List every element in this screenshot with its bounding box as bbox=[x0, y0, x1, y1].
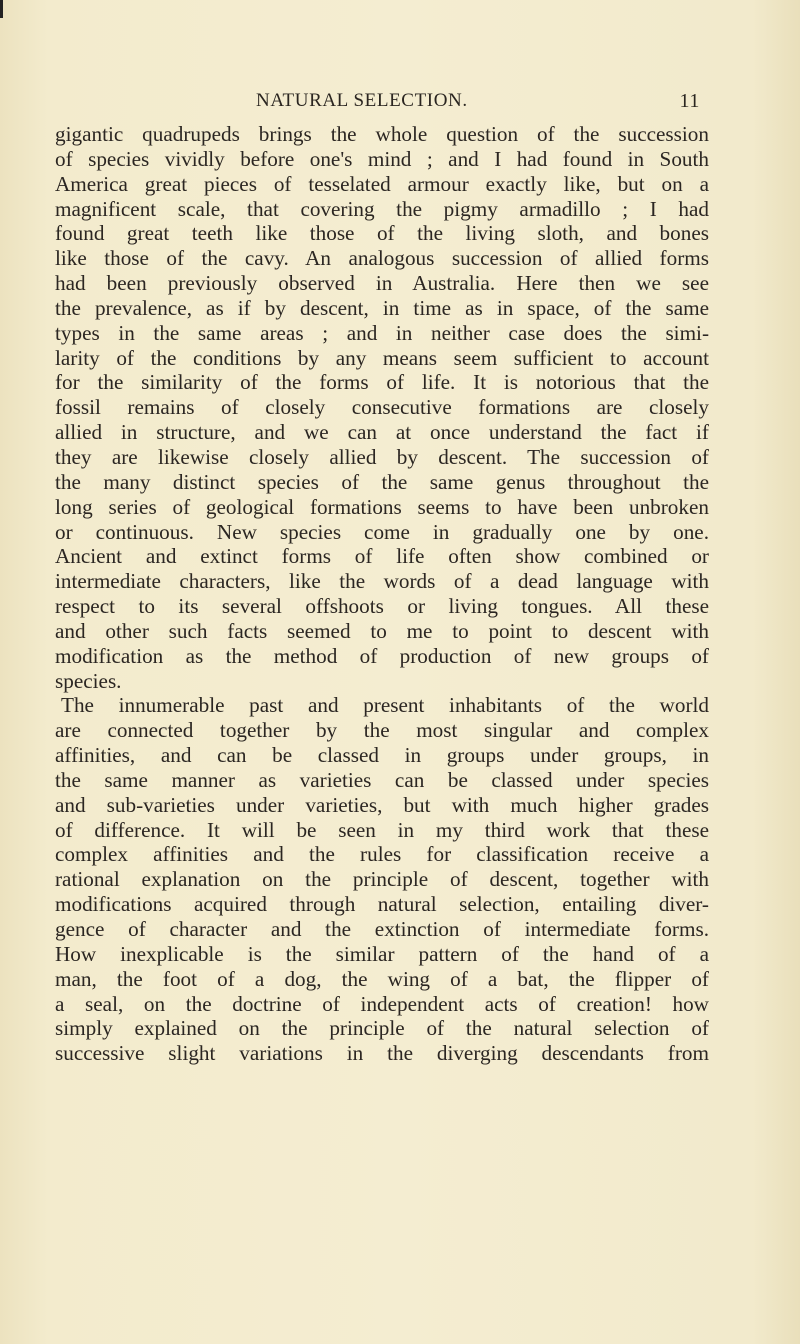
text-line: complex affinities and the rules for classification receive a bbox=[55, 842, 709, 867]
text-line: a seal, on the doctrine of independent acts of creation! how bbox=[55, 991, 709, 1016]
text-line: modifications acquired through natural selection, entailing diver- bbox=[55, 892, 709, 917]
text-line: gigantic quadrupeds brings the whole question of the succession bbox=[55, 122, 709, 146]
text-line: the many distinct species of the same genus throughout the bbox=[55, 469, 709, 494]
text-line: types in the same areas ; and in neither case does the simi- bbox=[55, 320, 709, 345]
text-line: long series of geological formations seems to have been unbroken bbox=[55, 494, 709, 519]
text-line: successive slight variations in the diverging descendants from bbox=[55, 1041, 709, 1066]
running-header bbox=[256, 90, 700, 114]
text-line: affinities, and can be classed in groups under groups, in bbox=[55, 743, 709, 768]
text-line: are connected together by the most singular and complex bbox=[55, 718, 709, 743]
text-line: intermediate characters, like the words of a dead language with bbox=[55, 569, 709, 594]
text-line: modification as the method of production of new groups of bbox=[55, 643, 709, 668]
text-line: gence of character and the extinction of intermediate forms. bbox=[55, 917, 709, 941]
text-line: species. bbox=[55, 668, 122, 693]
text-line: the same manner as varieties can be classed under species bbox=[55, 767, 709, 792]
text-line: the prevalence, as if by descent, in time as in space, of the same bbox=[55, 295, 709, 320]
text-line: and sub-varieties under varieties, but with much higher grades bbox=[55, 792, 709, 817]
text-line: found great teeth like those of the living sloth, and bones bbox=[55, 221, 709, 246]
running-title: NATURAL SELECTION. bbox=[256, 90, 468, 111]
text-line: fossil remains of closely consecutive formations are closely bbox=[55, 395, 709, 420]
text-line: larity of the conditions by any means seem sufficient to account bbox=[55, 345, 709, 370]
text-line: man, the foot of a dog, the wing of a bat, the flipper of bbox=[55, 966, 709, 991]
text-line: and other such facts seemed to me to point to descent with bbox=[55, 618, 709, 643]
text-line: allied in structure, and we can at once understand the fact if bbox=[55, 420, 709, 445]
text-line: of difference. It will be seen in my third work that these bbox=[55, 817, 709, 842]
text-line: America great pieces of tesselated armour exactly like, but on a bbox=[55, 171, 709, 196]
page-number: 11 bbox=[679, 90, 700, 112]
text-line: rational explanation on the principle of descent, together with bbox=[55, 867, 709, 892]
paragraph bbox=[55, 122, 709, 693]
text-line: The innumerable past and present inhabitants of the world bbox=[61, 693, 709, 718]
paragraph bbox=[55, 693, 709, 1066]
text-line: How inexplicable is the similar pattern of the hand of a bbox=[55, 941, 709, 966]
text-line: simply explained on the principle of the natural selection of bbox=[55, 1016, 709, 1041]
text-line: respect to its several offshoots or living tongues. All these bbox=[55, 594, 709, 619]
text-line: like those of the cavy. An analogous succession of allied forms bbox=[55, 246, 709, 271]
text-line: for the similarity of the forms of life. It is notorious that the bbox=[55, 370, 709, 395]
text-line: or continuous. New species come in gradually one by one. bbox=[55, 519, 709, 544]
text-line: Ancient and extinct forms of life often show combined or bbox=[55, 544, 709, 569]
text-line: had been previously observed in Australia. Here then we see bbox=[55, 271, 709, 296]
text-line: magnificent scale, that covering the pigmy armadillo ; I had bbox=[55, 196, 709, 221]
text-line: of species vividly before one's mind ; and I had found in South bbox=[55, 146, 709, 171]
body-text bbox=[55, 122, 709, 1066]
page-edge-mark bbox=[0, 0, 3, 18]
text-line: they are likewise closely allied by descent. The succession of bbox=[55, 444, 709, 469]
